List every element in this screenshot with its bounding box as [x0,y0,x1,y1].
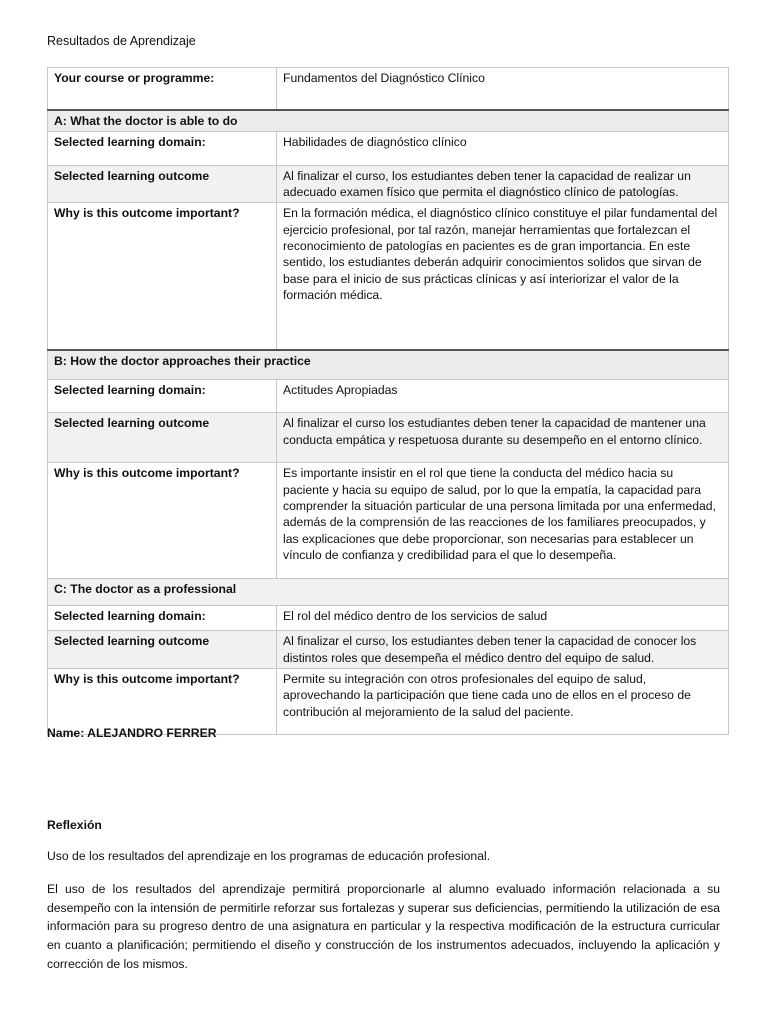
section-a-domain-value: Habilidades de diagnóstico clínico [277,131,729,165]
section-a-outcome-value: Al finalizar el curso, los estudiantes deben tener la capacidad de realizar un adecuado examen físico que permita el diagnóstico clínico de patologías. [277,165,729,203]
section-b-why-label: Why is this outcome important? [48,463,277,579]
section-b-outcome-value: Al finalizar el curso los estudiantes deben tener la capacidad de mantener una conducta empática y respetuosa durante su desempeño en el entorno clínico. [277,413,729,463]
section-c-why-row [48,668,729,734]
section-b-outcome-label: Selected learning outcome [48,413,277,463]
section-b-domain-label: Selected learning domain: [48,380,277,413]
section-c-outcome-row [48,631,729,669]
section-b-domain-value: Actitudes Apropiadas [277,380,729,413]
section-b-domain-row [48,380,729,413]
reflection-subtitle: Uso de los resultados del aprendizaje en los programas de educación profesional. [47,849,491,863]
section-b-heading: B: How the doctor approaches their practice [48,350,729,380]
section-b-why-row [48,463,729,579]
course-value: Fundamentos del Diagnóstico Clínico [277,68,729,110]
section-c-why-value: Permite su integración con otros profesionales del equipo de salud, aprovechando la participación que tiene cada uno de ellos en el proceso de contribución al mejoramiento de la salud del paciente. [277,668,729,734]
reflection-body: El uso de los resultados del aprendizaje permitirá proporcionarle al alumno evaluado información relacionada a su desempeño con la intensión de permitirle reforzar sus fortalezas y superar sus deficiencias, permitiendo la utilización de esa información para su progreso dentro de una asignatura en particular y la respectiva modificación de la estructura curricular en cuanto a planificación; permitiendo el diseño y construcción de los instrumentos adecuados, incluyendo la aplicación y corrección de los mismos. [47,882,720,971]
section-c-outcome-label: Selected learning outcome [48,631,277,669]
section-c-domain-value: El rol del médico dentro de los servicios de salud [277,606,729,631]
section-a-why-row [48,203,729,350]
section-c-header-row [48,579,729,606]
section-a-domain-row [48,131,729,165]
author-name: Name: ALEJANDRO FERRER [47,726,217,740]
section-a-why-value: En la formación médica, el diagnóstico clínico constituye el pilar fundamental del ejercicio profesional, por tal razón, manejar herramientas que fortalezcan el reconocimiento de patologías en pacientes es de gran importancia. En este sentido, los estudiantes deberán adquirir conocimientos solidos que sirvan de base para el inicio de sus prácticas clínicas y así interiorizar el valor de la formación médica. [277,203,729,350]
learning-outcomes-table [47,67,729,735]
section-b-why-value: Es importante insistir en el rol que tiene la conducta del médico hacia su paciente y hacia su equipo de salud, por lo que la empatía, la capacidad para comprender la situación particular de una persona limitada por una enfermedad, además de la comprensión de las reacciones de los familiares preocupados, y las explicaciones que debe proporcionar, son necesarias para establecer un vínculo de confianza y credibilidad para el que lo desempeña. [277,463,729,579]
section-a-outcome-row [48,165,729,203]
section-b-outcome-row [48,413,729,463]
section-a-outcome-label: Selected learning outcome [48,165,277,203]
page-title: Resultados de Aprendizaje [47,34,196,48]
section-a-header-row [48,110,729,132]
section-a-heading: A: What the doctor is able to do [48,110,729,132]
section-b-header-row [48,350,729,380]
section-c-heading: C: The doctor as a professional [48,579,729,606]
section-c-why-label: Why is this outcome important? [48,668,277,734]
section-a-domain-label: Selected learning domain: [48,131,277,165]
course-row [48,68,729,110]
section-c-domain-row [48,606,729,631]
reflection-heading: Reflexión [47,818,102,832]
course-label: Your course or programme: [48,68,277,110]
section-c-outcome-value: Al finalizar el curso, los estudiantes deben tener la capacidad de conocer los distintos roles que desempeña el médico dentro del equipo de salud. [277,631,729,669]
section-c-domain-label: Selected learning domain: [48,606,277,631]
section-a-why-label: Why is this outcome important? [48,203,277,350]
